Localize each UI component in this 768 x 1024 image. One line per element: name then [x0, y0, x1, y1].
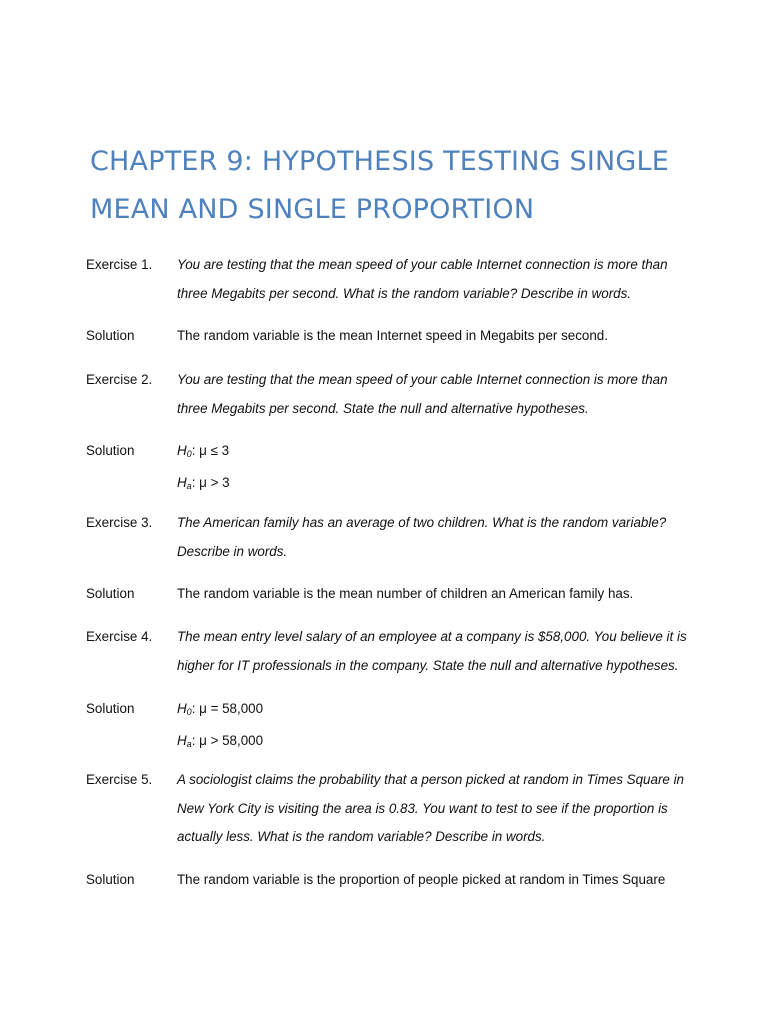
- text-line: The random variable is the proportion of people picked at random in Times Square: [177, 872, 666, 887]
- text-line: three Megabits per second. What is the random variable? Describe in words.: [177, 285, 632, 301]
- solution-text: [177, 322, 705, 351]
- entry-label: Solution: [86, 328, 135, 343]
- solution-text: [177, 580, 705, 609]
- text-line: You are testing that the mean speed of your cable Internet connection is more than: [177, 372, 668, 387]
- exercise-text: [177, 366, 705, 423]
- null-hypothesis: $H_0$: μ = 58,000: [177, 701, 264, 717]
- hypotheses: [177, 437, 705, 500]
- null-hypothesis: $H_0$: μ ≤ 3: [177, 443, 230, 459]
- entry-label: Exercise 2.: [86, 372, 153, 387]
- text-line: You are testing that the mean speed of your cable Internet connection is more than: [177, 257, 668, 272]
- entry-label: Solution: [86, 701, 135, 716]
- text-line: actually less. What is the random variable? Describe in words.: [177, 829, 546, 844]
- solution-text: [177, 866, 705, 895]
- text-line: The mean entry level salary of an employee at a company is $58,000. You believe it is: [177, 629, 687, 644]
- text-line: The random variable is the mean number of children an American family has.: [177, 586, 634, 601]
- entry-label: Exercise 1.: [86, 257, 153, 272]
- text-line: The American family has an average of two children. What is the random variable?: [177, 515, 667, 530]
- text-line: three Megabits per second. State the null and alternative hypotheses.: [177, 400, 589, 416]
- entry-label: Solution: [86, 586, 135, 601]
- entry-label: Solution: [86, 872, 135, 887]
- text-line: New York City is visiting the area is 0.83. You want to test to see if the proportion is: [177, 800, 668, 816]
- exercise-text: [177, 509, 705, 566]
- text-line: Describe in words.: [177, 543, 288, 559]
- chapter-title-line-2: MEAN AND SINGLE PROPORTION: [90, 194, 535, 225]
- hypotheses: [177, 695, 705, 758]
- text-line: A sociologist claims the probability that a person picked at random in Times Square in: [177, 772, 684, 787]
- chapter-title: [90, 138, 730, 234]
- exercise-text: [177, 766, 705, 852]
- entry-label: Exercise 3.: [86, 515, 153, 530]
- exercise-text: [177, 251, 705, 308]
- alternative-hypothesis: $H_a$: μ > 3: [177, 474, 230, 491]
- exercise-text: [177, 623, 705, 680]
- chapter-title-line-1: CHAPTER 9: HYPOTHESIS TESTING SINGLE: [90, 146, 670, 177]
- entry-label: Exercise 4.: [86, 629, 153, 644]
- entry-label: Exercise 5.: [86, 772, 153, 787]
- entry-label: Solution: [86, 443, 135, 458]
- alternative-hypothesis: $H_a$: μ > 58,000: [177, 732, 264, 749]
- text-line: The random variable is the mean Internet speed in Megabits per second.: [177, 328, 608, 343]
- text-line: higher for IT professionals in the company. State the null and alternative hypotheses.: [177, 657, 679, 673]
